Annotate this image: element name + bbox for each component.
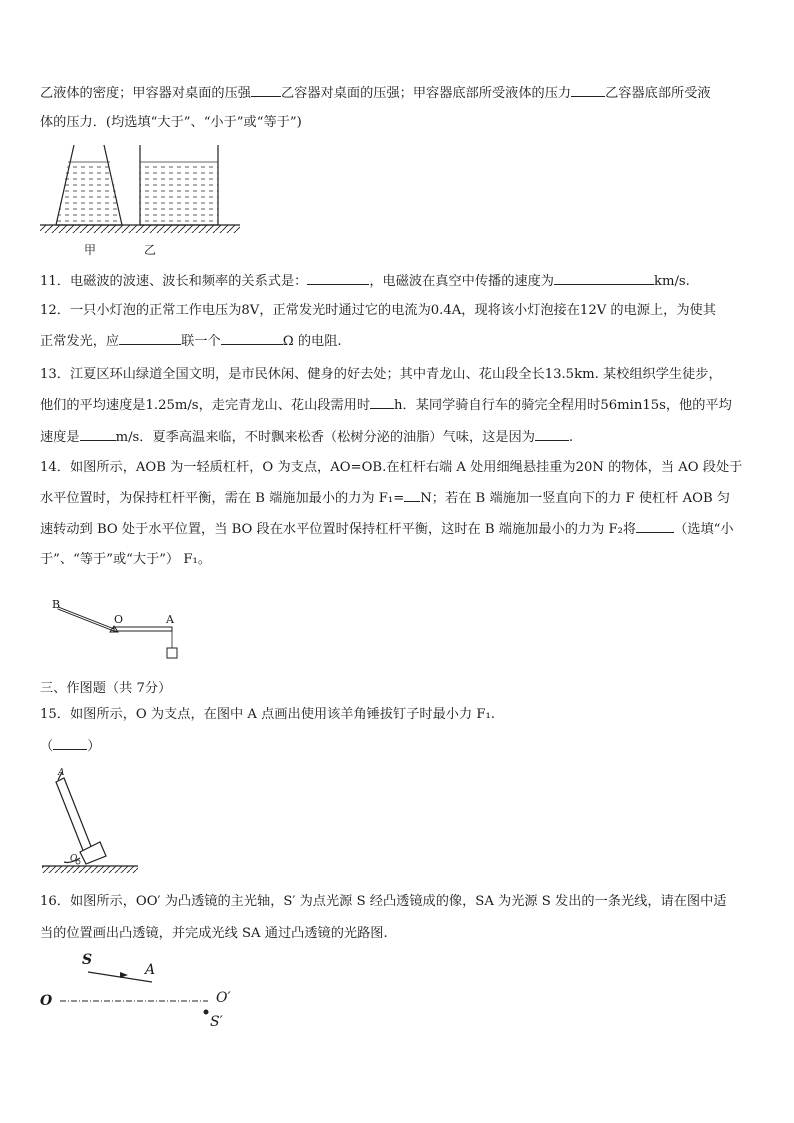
hammer-handle xyxy=(56,778,94,858)
q14-text-d: （选填“小 xyxy=(674,522,734,537)
q10-text-c: 乙容器底部所受液 xyxy=(605,86,711,101)
q13-text-e: . xyxy=(568,430,574,445)
section-heading: 三、作图题（共 7分） xyxy=(40,681,172,696)
q12-line2 xyxy=(40,332,342,351)
q10-line1 xyxy=(40,84,711,103)
q16-line1: 16．如图所示，OO′ 为凸透镜的主光轴，S′ 为点光源 S 经凸透镜成的像，SA 为光源 S 发出的一条光线，请在图中适 xyxy=(40,894,727,909)
container-jia-liquid xyxy=(56,162,122,225)
answer-blank[interactable] xyxy=(80,428,116,441)
answer-blank[interactable] xyxy=(221,332,283,345)
paren-open: （ xyxy=(40,739,54,754)
answer-blank[interactable] xyxy=(370,396,394,409)
label-yi: 乙 xyxy=(144,243,157,257)
hammer-label-a: A xyxy=(58,768,65,778)
q11-line xyxy=(40,272,690,291)
q13-text-c: 速度是 xyxy=(40,430,80,445)
q10-text-a: 乙液体的密度；甲容器对桌面的压强 xyxy=(40,86,251,101)
q14-text-c: 速转动到 BO 处于水平位置，当 BO 段在水平位置时保持杠杆平衡，这时在 B 端施加最小的力为 F₂将 xyxy=(40,522,637,537)
q12-line1: 12．一只小灯泡的正常工作电压为8V，正常发光时通过它的电流为0.4A，现将该小灯泡接在12V 的电源上，为使其 xyxy=(40,303,716,318)
answer-blank[interactable] xyxy=(404,489,420,502)
q14-line3 xyxy=(40,520,734,539)
answer-blank[interactable] xyxy=(554,272,654,285)
label-s-prime: S′ xyxy=(210,1014,223,1030)
q10-text-b: 乙容器对桌面的压强；甲容器底部所受液体的压力 xyxy=(281,86,572,101)
answer-blank[interactable] xyxy=(119,332,181,345)
lever-label-a: A xyxy=(166,613,174,626)
q11-text-b: ，电磁波在真空中传播的速度为 xyxy=(369,274,554,289)
q16-line2: 当的位置画出凸透镜，并完成光线 SA 通过凸透镜的光路图. xyxy=(40,926,388,941)
q14-line1: 14．如图所示，AOB 为一轻质杠杆，O 为支点，AO=OB.在杠杆右端 A 处用细绳悬挂重为20N 的物体，当 AO 段处于 xyxy=(40,460,743,475)
answer-blank[interactable] xyxy=(535,428,569,441)
q13-text-a: 他们的平均速度是1.25m/s，走完青龙山、花山段需用时 xyxy=(40,398,371,413)
answer-blank[interactable] xyxy=(636,520,674,533)
q10-line2: 体的压力．(均选填“大于”、“小于”或“等于”) xyxy=(40,115,302,130)
q15-line1: 15．如图所示，O 为支点，在图中 A 点画出使用该羊角锤拔钉子时最小力 F₁. xyxy=(40,707,495,722)
container-yi-liquid xyxy=(140,162,218,225)
q14-line2 xyxy=(40,489,730,508)
label-s: S xyxy=(82,952,93,968)
q12-text-c: Ω 的电阻. xyxy=(282,334,342,349)
q13-text-b: h．某同学骑自行车的骑完全程用时56min15s，他的平均 xyxy=(394,398,732,413)
lever-label-b: B xyxy=(52,598,61,611)
q13-text-d: m/s．夏季高温来临，不时飘来松香（松树分泌的油脂）气味，这是因为 xyxy=(115,430,535,445)
answer-blank[interactable] xyxy=(571,84,605,97)
q14-line4: 于”、“等于”或“大于”） F₁。 xyxy=(40,552,212,567)
hammer-label-o: O xyxy=(70,854,78,864)
q15-answer xyxy=(40,737,100,756)
q14-text-b: N；若在 B 端施加一竖直向下的力 F 使杠杆 AOB 匀 xyxy=(420,491,731,506)
hammer-figure xyxy=(40,768,140,878)
answer-blank[interactable] xyxy=(307,272,369,285)
label-a: A xyxy=(145,962,156,978)
weight-icon xyxy=(167,648,177,658)
q14-text-a: 水平位置时，为保持杠杆平衡，需在 B 端施加最小的力为 F₁= xyxy=(40,491,405,506)
q11-text-a: 11．电磁波的波速、波长和频率的关系式是： xyxy=(40,274,308,289)
q13-line2 xyxy=(40,396,732,415)
label-o: O xyxy=(40,993,53,1009)
label-jia: 甲 xyxy=(84,243,97,257)
paren-close: ） xyxy=(87,739,101,754)
lever-label-o: O xyxy=(114,613,124,626)
answer-blank[interactable] xyxy=(53,737,87,750)
lever-figure xyxy=(44,596,204,666)
q13-line3 xyxy=(40,428,573,447)
ground-hatching xyxy=(40,225,240,233)
q12-text-b: 联一个 xyxy=(181,334,221,349)
q11-text-c: km/s. xyxy=(653,274,690,289)
label-o-prime: O′ xyxy=(216,990,231,1006)
q13-line1: 13．江夏区环山绿道全国文明，是市民休闲、健身的好去处；其中青龙山、花山段全长13.5km. 某校组织学生徒步， xyxy=(40,367,722,382)
q12-text-a: 正常发光，应 xyxy=(40,334,120,349)
answer-blank[interactable] xyxy=(251,84,281,97)
image-point-s-prime xyxy=(204,1010,209,1015)
